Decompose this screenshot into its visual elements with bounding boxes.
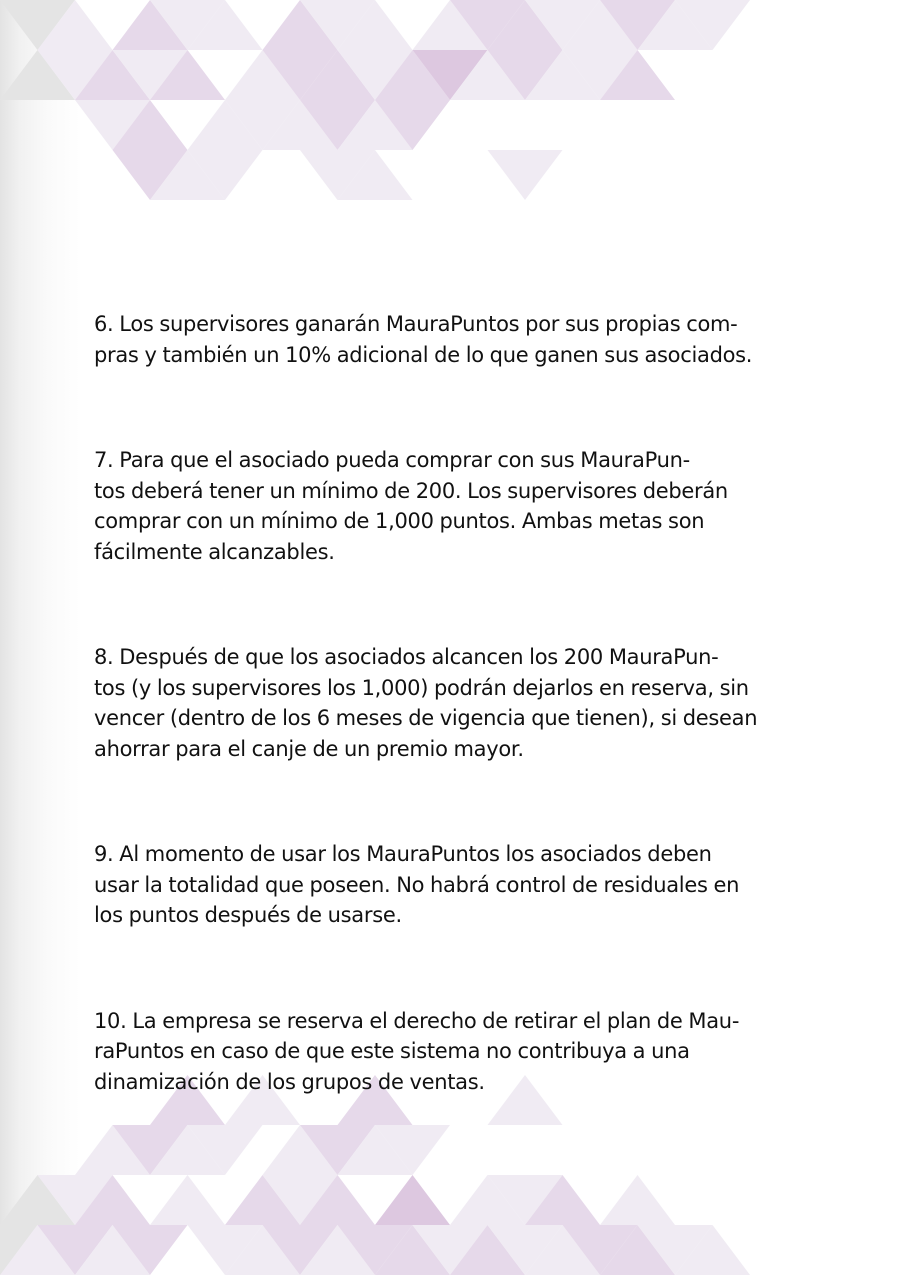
triangle-pattern-bottom — [0, 1075, 901, 1275]
rule-line: tos (y los supervisores los 1,000) podrán dejarlos en reserva, sin — [94, 675, 749, 700]
rule-line: 7. Para que el asociado pueda comprar con sus MauraPun- — [94, 448, 690, 472]
rule-10 — [94, 1006, 814, 1098]
rule-line: los puntos después de usarse. — [94, 903, 402, 927]
document-body — [94, 309, 814, 1097]
rule-line: fácilmente alcanzables. — [94, 539, 335, 564]
rule-7 — [94, 445, 814, 567]
rule-line: raPuntos en caso de que este sistema no contribuya a una — [94, 1039, 690, 1063]
rule-line: 9. Al momento de usar los MauraPuntos los asociados deben — [94, 842, 712, 866]
rule-line: 8. Después de que los asociados alcancen los 200 MauraPun- — [94, 645, 719, 669]
rule-line: tos deberá tener un mínimo de 200. Los supervisores deberán — [94, 478, 728, 503]
pattern-triangle — [375, 1175, 450, 1225]
pattern-triangle — [600, 1175, 675, 1225]
rule-line: ahorrar para el canje de un premio mayor. — [94, 736, 524, 761]
pattern-triangle — [488, 150, 563, 200]
rule-line: dinamización de los grupos de ventas. — [94, 1069, 485, 1094]
rule-line: pras y también un 10% adicional de lo que ganen sus asociados. — [94, 342, 753, 367]
rule-line: vencer (dentro de los 6 meses de vigencia que tienen), si desean — [94, 706, 758, 730]
pattern-triangle — [150, 1175, 225, 1225]
rule-line: comprar con un mínimo de 1,000 puntos. Ambas metas son — [94, 509, 705, 533]
rule-6 — [94, 309, 814, 370]
rule-9 — [94, 839, 814, 931]
rule-line: 10. La empresa se reserva el derecho de retirar el plan de Mau- — [94, 1008, 740, 1033]
rule-8 — [94, 642, 814, 764]
triangle-pattern-top — [0, 0, 901, 205]
rule-line: usar la totalidad que poseen. No habrá control de residuales en — [94, 872, 740, 897]
rule-line: 6. Los supervisores ganarán MauraPuntos por sus propias com- — [94, 312, 738, 336]
